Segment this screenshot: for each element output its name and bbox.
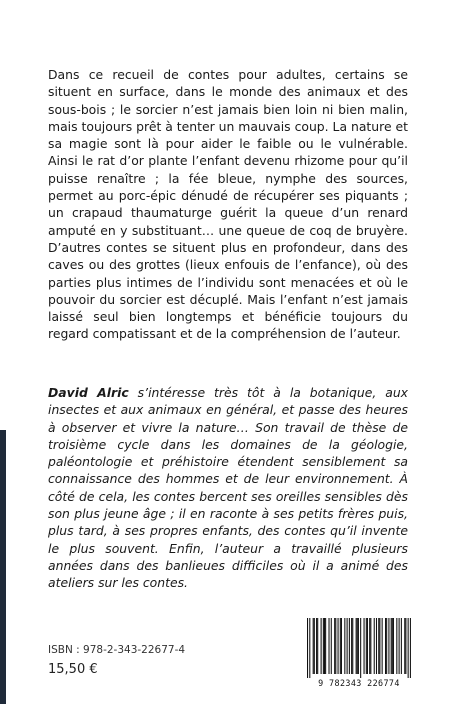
barcode-bars [307, 618, 411, 678]
barcode-bar [340, 618, 341, 674]
barcode-bar [404, 618, 405, 674]
barcode-bar [386, 618, 387, 674]
barcode-bar [328, 618, 329, 674]
barcode-bar [364, 618, 365, 674]
barcode-bar [408, 618, 409, 678]
back-cover-description: Dans ce recueil de contes pour adultes, certains se situent en surface, dans le monde des animaux et des sous-bois ; le sorcier n’est jamais bien loin ni bien malin, mais toujours prêt à tenter un mauvais coup. La nature et sa magie sont là pour aider le faible ou le vulnérable. Ainsi le rat d’or plante l’enfant devenu rhizome pour qu’il puisse renaître ; la fée bleue, nymphe des sources, permet au porc-épic dénudé de récupérer ses piquants ; un crapaud thaumaturge guérit la queue d’un renard amputé en y substituant… une queue de coq de bruyère. D’autres contes se situent plus en profondeur, dans des caves ou des grottes (lieux enfouis de l’enfance), où des parties plus intimes de l’individu sont menacées et où le pouvoir du sorcier est décuplé. Mais l’enfant n’est jamais laissé seul bien longtemps et bénéficie toujours du regard compatissant et de la compréhension de l’auteur. [48, 67, 409, 342]
barcode-bar [321, 618, 322, 674]
isbn-label: ISBN : 978-2-343-22677-4 [48, 644, 186, 656]
barcode-bar [344, 618, 345, 674]
barcode-bar [331, 618, 332, 674]
barcode-bar [376, 618, 377, 674]
barcode-bar [382, 618, 383, 674]
barcode-bar [314, 618, 315, 674]
barcode-bar [317, 618, 318, 674]
barcode-bar [334, 618, 335, 674]
barcode [307, 618, 411, 690]
barcode-bar [370, 618, 371, 674]
barcode-bar [357, 618, 358, 674]
barcode-bar [313, 618, 314, 674]
barcode-bar [341, 618, 342, 674]
barcode-bar [360, 618, 361, 678]
barcode-bar [347, 618, 348, 674]
barcode-bar [352, 618, 353, 674]
barcode-bar [391, 618, 392, 674]
barcode-bar [405, 618, 406, 674]
barcode-bar [309, 618, 310, 678]
barcode-bar [388, 618, 389, 674]
barcode-bar [392, 618, 393, 674]
barcode-digits: 9 782343 226774 [318, 678, 400, 688]
barcode-bar [410, 618, 411, 678]
price-label: 15,50 € [48, 662, 98, 677]
barcode-bar [316, 618, 317, 674]
author-bio-text: s’intéresse très tôt à la botanique, aux insectes et aux animaux en général, et passe des heures à observer et vivre la nature… Son travail de thèse de troisième cycle dans les domaines de la géologie, paléontologie et préhistoire étendent sensiblement sa connaissance des hommes et de leur environnement. À côté de cela, les contes bercent ses oreilles sensibles dès son plus jeune âge ; il en raconte à ses petits frères puis, plus tard, à ses propres enfants, des contes qu’il invente le plus souvent. Enfin, l’auteur a travaillé plusieurs années dans des banlieues difficiles où il a animé des ateliers sur les contes. [48, 385, 409, 591]
barcode-bar [351, 618, 352, 674]
barcode-bar [374, 618, 375, 674]
barcode-bar [349, 618, 350, 674]
barcode-bar [358, 618, 359, 674]
barcode-bar [324, 618, 325, 674]
barcode-bar [399, 618, 400, 674]
author-biography [48, 384, 408, 592]
barcode-bar [385, 618, 386, 674]
barcode-bar [401, 618, 402, 674]
barcode-bar [367, 618, 368, 674]
barcode-bar [369, 618, 370, 674]
author-name: David Alric [48, 385, 129, 400]
barcode-bar [379, 618, 380, 674]
barcode-bar [356, 618, 357, 674]
barcode-bar [323, 618, 324, 674]
barcode-bar [335, 618, 336, 674]
barcode-bar [378, 618, 379, 674]
cover-edge-strip [0, 430, 6, 704]
barcode-bar [366, 618, 367, 674]
barcode-bar [396, 618, 397, 674]
barcode-bar [338, 618, 339, 674]
barcode-bar [393, 618, 394, 674]
barcode-bar [307, 618, 308, 678]
barcode-bar [325, 618, 326, 674]
